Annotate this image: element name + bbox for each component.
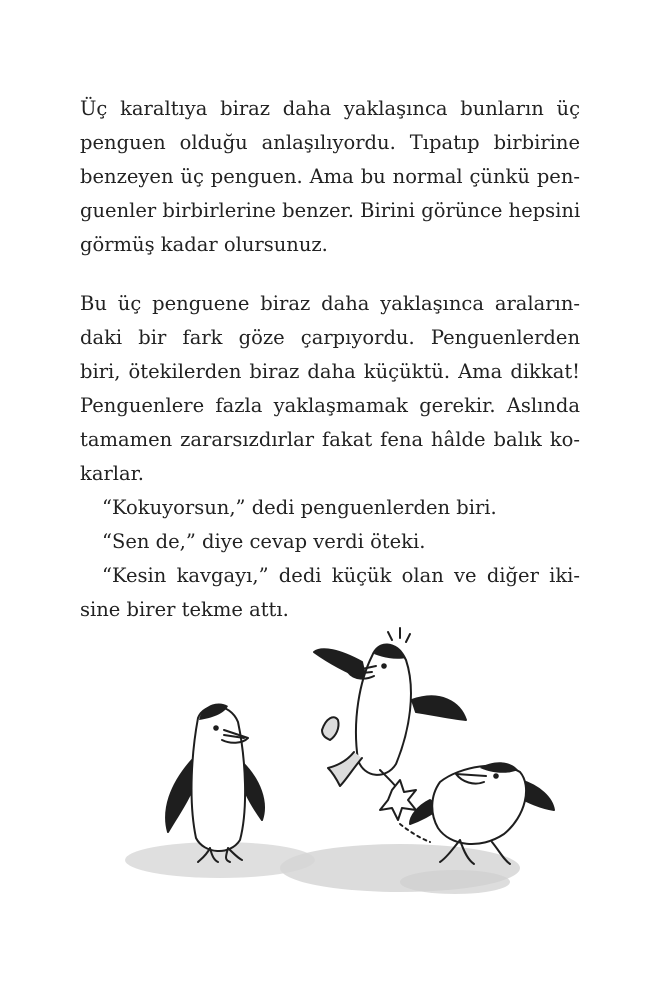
text-line: biri, ötekilerden biraz daha küçüktü. Ama dikkat! xyxy=(80,360,580,383)
paragraph-1 xyxy=(80,92,580,262)
text-line: “Kesin kavgayı,” dedi küçük olan ve diğer iki- xyxy=(102,564,580,587)
text-line: görmüş kadar olursunuz. xyxy=(80,233,328,256)
paragraph-2 xyxy=(80,287,580,627)
text-line: benzeyen üç penguen. Ama bu normal çünkü pen- xyxy=(80,165,580,188)
ground-shadow xyxy=(125,842,520,894)
text-line: tamamen zararsızdırlar fakat fena hâlde balık ko- xyxy=(80,428,580,451)
text-line: guenler birbirlerine benzer. Birini görünce hepsini xyxy=(80,199,581,222)
text-line: sine birer tekme attı. xyxy=(80,598,289,621)
text-line: Penguenlere fazla yaklaşmamak gerekir. Aslında xyxy=(80,394,580,417)
text-line: daki bir fark göze çarpıyordu. Penguenlerden xyxy=(80,326,580,349)
jumping-penguin xyxy=(314,628,466,792)
penguins-drawing xyxy=(100,610,580,920)
standing-penguin xyxy=(166,704,264,862)
text-line: karlar. xyxy=(80,462,145,485)
text-line: Bu üç penguene biraz daha yaklaşınca araların- xyxy=(80,292,580,315)
text-line: “Sen de,” diye cevap verdi öteki. xyxy=(102,530,426,553)
text-line: penguen olduğu anlaşılıyordu. Tıpatıp birbirine xyxy=(80,131,580,154)
text-line: “Kokuyorsun,” dedi penguenlerden biri. xyxy=(102,496,497,519)
impact-star xyxy=(380,780,416,820)
text-line: Üç karaltıya biraz daha yaklaşınca bunların üç xyxy=(80,97,580,120)
penguins-illustration xyxy=(100,610,580,920)
